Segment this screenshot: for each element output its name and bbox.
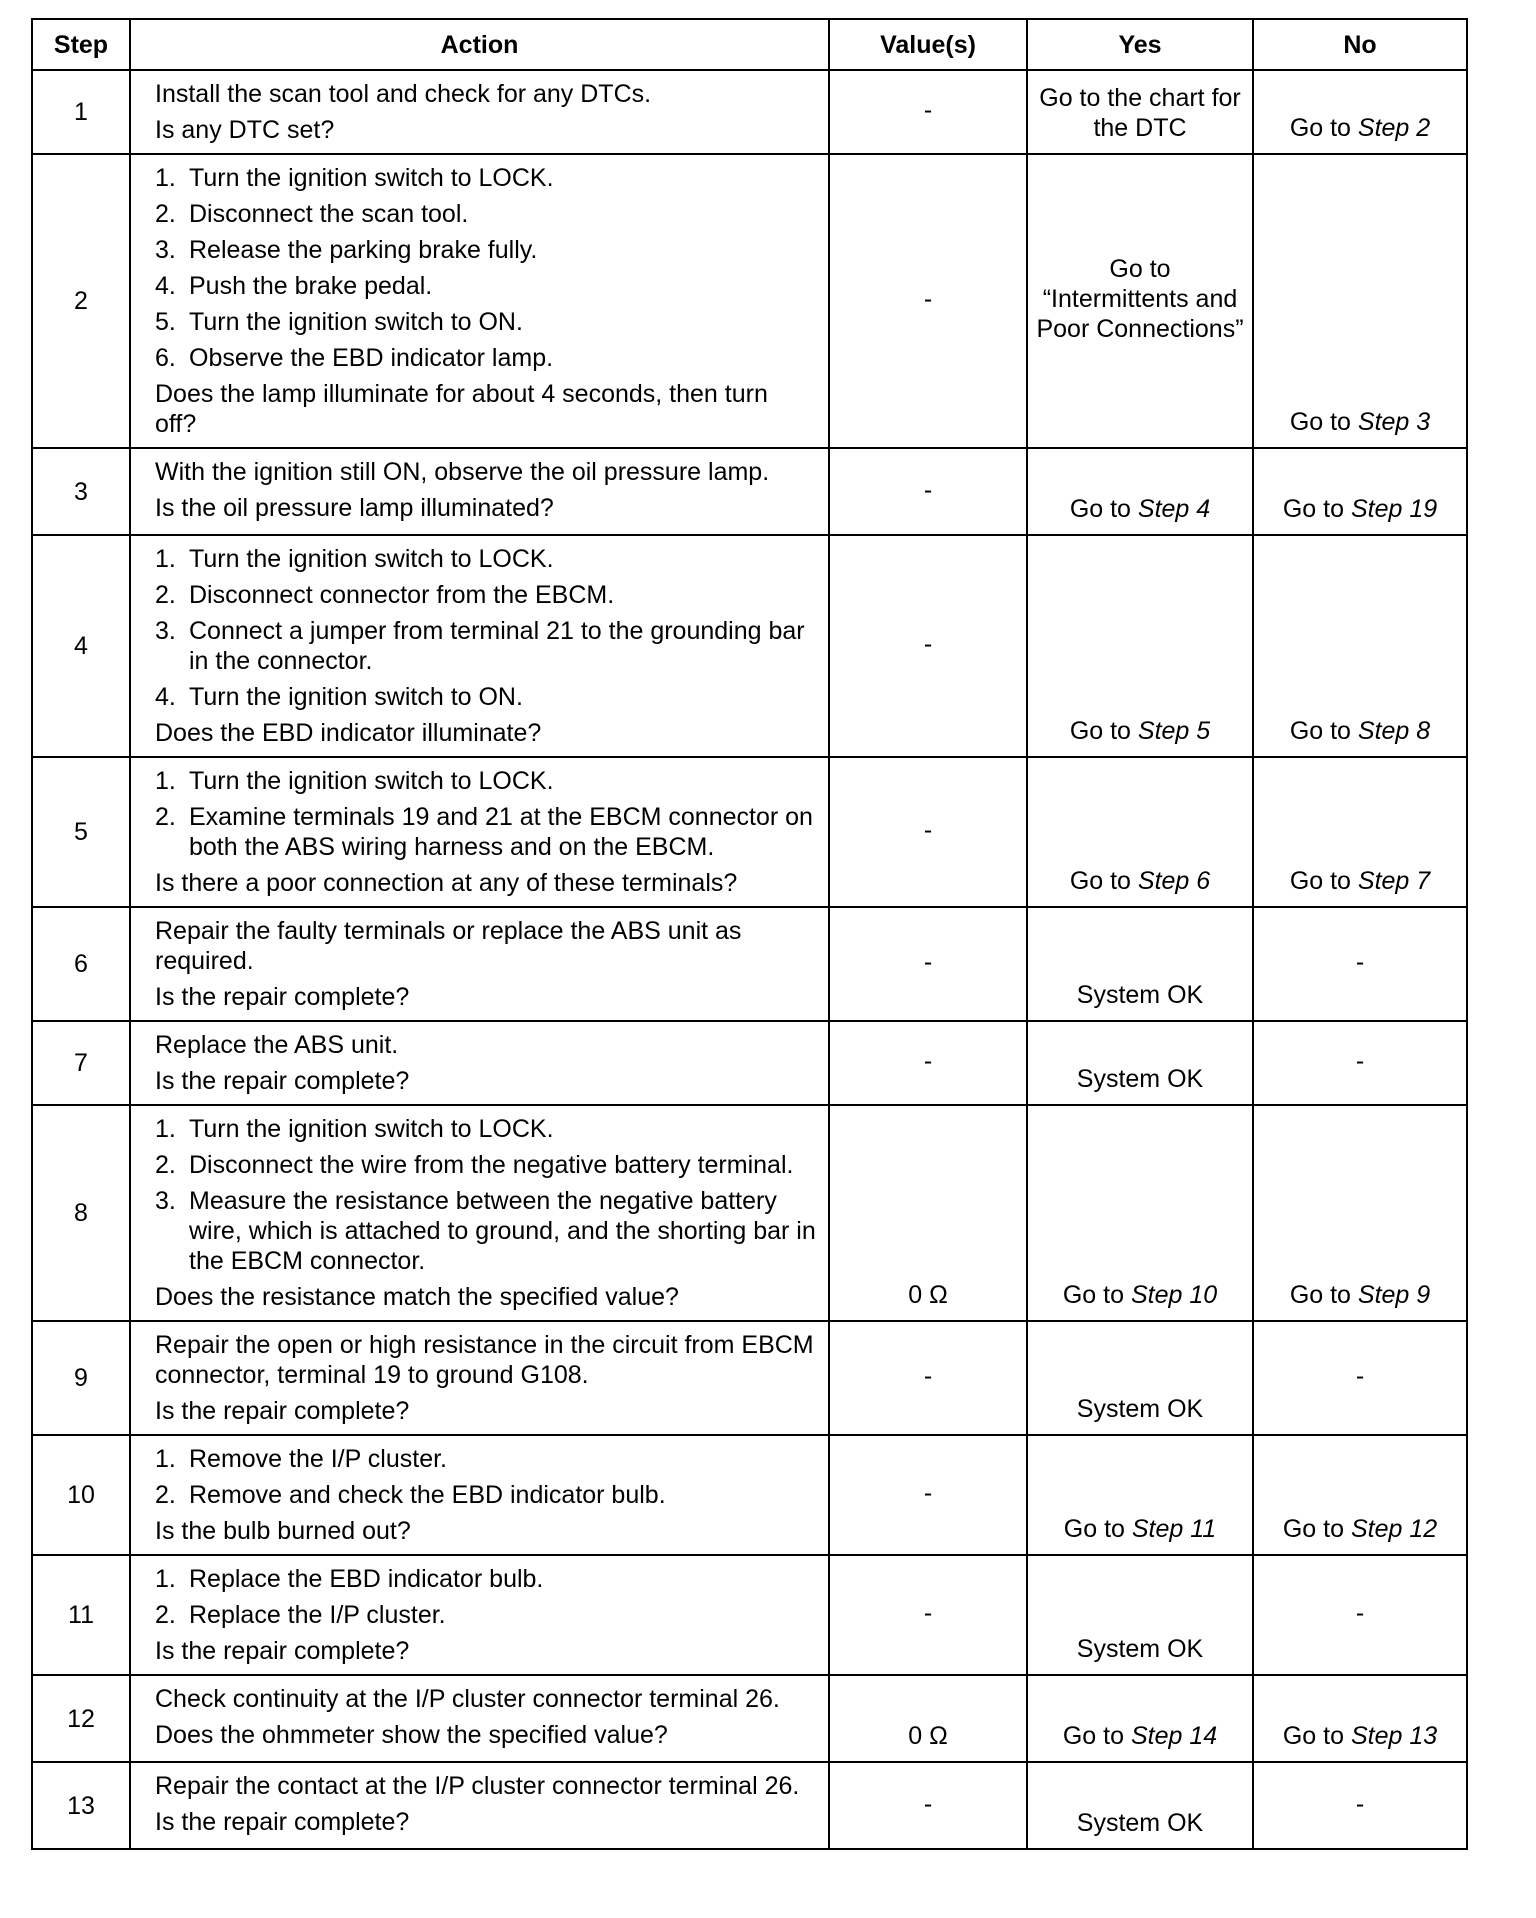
no-outcome-text: Go to (1289, 717, 1358, 745)
table-row (32, 154, 1467, 448)
step-number: 5 (32, 757, 130, 907)
action-cell (130, 1435, 829, 1555)
list-item-number: 2. (155, 1601, 176, 1629)
step-number: 10 (32, 1435, 130, 1555)
no-outcome-text: Go to (1289, 867, 1358, 895)
header-action: Action (130, 19, 829, 70)
step-number: 6 (32, 907, 130, 1021)
step-number: 1 (32, 70, 130, 154)
list-item-text: Turn the ignition switch to LOCK. (189, 545, 554, 573)
value-cell: - (829, 1762, 1027, 1849)
list-item-text: Turn the ignition switch to LOCK. (189, 1115, 554, 1143)
table-row (32, 1555, 1467, 1675)
list-item-text: Push the brake pedal. (189, 272, 433, 300)
yes-outcome-text: Go to (1063, 1515, 1132, 1543)
action-question: Is the oil pressure lamp illuminated? (155, 494, 554, 522)
yes-cell (1027, 448, 1253, 535)
action-list-item (155, 235, 816, 265)
no-cell (1253, 70, 1467, 154)
list-item-text: Remove and check the EBD indicator bulb. (189, 1481, 666, 1509)
table-row (32, 448, 1467, 535)
yes-step-reference: Step 6 (1137, 867, 1211, 895)
table-row (32, 70, 1467, 154)
header-yes: Yes (1027, 19, 1253, 70)
no-outcome-text: Go to (1289, 114, 1358, 142)
step-number: 8 (32, 1105, 130, 1321)
action-list-item (155, 199, 816, 229)
action-cell (130, 1675, 829, 1762)
action-cell (130, 907, 829, 1021)
action-cell (130, 154, 829, 448)
list-item-number: 4. (155, 683, 176, 711)
list-item-number: 3. (155, 236, 176, 264)
table-row (32, 1762, 1467, 1849)
table-row (32, 1105, 1467, 1321)
yes-step-reference: Step 5 (1137, 717, 1211, 745)
action-intro: Repair the contact at the I/P cluster connector terminal 26. (155, 1772, 800, 1800)
yes-outcome-text: Go to “Intermittents and Poor Connections” (1036, 255, 1244, 343)
action-list-item (155, 163, 816, 193)
action-question: Is any DTC set? (155, 116, 335, 144)
yes-outcome-text: Go to (1069, 495, 1138, 523)
action-list-item (155, 802, 816, 862)
value-cell: - (829, 1321, 1027, 1435)
action-question: Is the repair complete? (155, 1808, 410, 1836)
action-list-item (155, 616, 816, 676)
no-cell (1253, 757, 1467, 907)
table-row (32, 1021, 1467, 1105)
no-cell (1253, 1555, 1467, 1675)
value-cell: - (829, 1435, 1027, 1555)
no-outcome-text: Go to (1282, 495, 1351, 523)
list-item-text: Replace the I/P cluster. (189, 1601, 446, 1629)
yes-outcome-text: System OK (1076, 1635, 1204, 1663)
list-item-text: Disconnect the scan tool. (189, 200, 469, 228)
list-item-number: 1. (155, 1445, 176, 1473)
yes-cell (1027, 1105, 1253, 1321)
list-item-number: 2. (155, 803, 176, 831)
table-row (32, 1675, 1467, 1762)
action-cell (130, 535, 829, 757)
table-row (32, 535, 1467, 757)
action-cell (130, 70, 829, 154)
list-item-text: Replace the EBD indicator bulb. (189, 1565, 544, 1593)
action-cell (130, 757, 829, 907)
action-list-item (155, 766, 816, 796)
action-list-item (155, 307, 816, 337)
action-intro: Repair the open or high resistance in the circuit from EBCM connector, terminal 19 to ground G108. (155, 1331, 814, 1389)
table-row (32, 1435, 1467, 1555)
yes-step-reference: Step 14 (1130, 1722, 1218, 1750)
no-cell (1253, 1321, 1467, 1435)
list-item-number: 1. (155, 1115, 176, 1143)
action-intro: Repair the faulty terminals or replace the ABS unit as required. (155, 917, 742, 975)
action-cell (130, 1105, 829, 1321)
yes-outcome-text: Go to (1062, 1281, 1131, 1309)
list-item-number: 2. (155, 581, 176, 609)
table-row (32, 757, 1467, 907)
value-cell: 0 Ω (829, 1675, 1027, 1762)
no-step-reference: Step 3 (1357, 408, 1431, 436)
list-item-number: 2. (155, 200, 176, 228)
action-question: Does the lamp illuminate for about 4 seconds, then turn off? (155, 380, 768, 438)
value-cell: 0 Ω (829, 1105, 1027, 1321)
value-cell: - (829, 154, 1027, 448)
no-cell (1253, 154, 1467, 448)
list-item-number: 1. (155, 545, 176, 573)
list-item-text: Disconnect the wire from the negative battery terminal. (189, 1151, 794, 1179)
list-item-text: Release the parking brake fully. (189, 236, 538, 264)
no-cell (1253, 907, 1467, 1021)
action-list-item (155, 1114, 816, 1144)
no-step-reference: Step 12 (1350, 1515, 1438, 1543)
diagnostic-table (31, 18, 1468, 1850)
list-item-text: Remove the I/P cluster. (189, 1445, 447, 1473)
list-item-number: 4. (155, 272, 176, 300)
no-outcome-text: Go to (1282, 1722, 1351, 1750)
action-question: Is the repair complete? (155, 983, 410, 1011)
yes-cell (1027, 1435, 1253, 1555)
action-cell (130, 1762, 829, 1849)
table-row (32, 907, 1467, 1021)
header-no: No (1253, 19, 1467, 70)
action-question: Is the repair complete? (155, 1637, 410, 1665)
action-list-item (155, 580, 816, 610)
list-item-number: 3. (155, 617, 176, 645)
yes-cell (1027, 70, 1253, 154)
yes-cell (1027, 1555, 1253, 1675)
no-cell (1253, 1675, 1467, 1762)
no-step-reference: Step 9 (1357, 1281, 1431, 1309)
header-row (32, 19, 1467, 70)
action-question: Does the EBD indicator illuminate? (155, 719, 542, 747)
step-number: 11 (32, 1555, 130, 1675)
header-values: Value(s) (829, 19, 1027, 70)
no-cell (1253, 1021, 1467, 1105)
yes-outcome-text: System OK (1076, 1395, 1204, 1423)
list-item-text: Examine terminals 19 and 21 at the EBCM connector on both the ABS wiring harness and on the EBCM. (189, 803, 813, 861)
yes-cell (1027, 907, 1253, 1021)
no-outcome-text: - (1355, 948, 1365, 976)
step-number: 9 (32, 1321, 130, 1435)
no-step-reference: Step 2 (1357, 114, 1431, 142)
action-question: Does the ohmmeter show the specified value? (155, 1721, 668, 1749)
yes-outcome-text: Go to (1069, 867, 1138, 895)
no-outcome-text: - (1355, 1789, 1365, 1818)
yes-outcome-text: System OK (1076, 1065, 1204, 1093)
yes-cell (1027, 535, 1253, 757)
table-row (32, 1321, 1467, 1435)
list-item-text: Observe the EBD indicator lamp. (189, 344, 554, 372)
action-list-item (155, 1564, 816, 1594)
action-list-item (155, 544, 816, 574)
action-list-item (155, 1150, 816, 1180)
no-outcome-text: - (1355, 1047, 1365, 1075)
list-item-number: 1. (155, 1565, 176, 1593)
no-cell (1253, 1435, 1467, 1555)
action-question: Is the repair complete? (155, 1397, 410, 1425)
no-cell (1253, 535, 1467, 757)
yes-step-reference: Step 11 (1131, 1515, 1217, 1543)
step-number: 2 (32, 154, 130, 448)
no-outcome-text: - (1355, 1362, 1365, 1390)
step-number: 4 (32, 535, 130, 757)
no-cell (1253, 1105, 1467, 1321)
list-item-number: 1. (155, 164, 176, 192)
value-cell: - (829, 907, 1027, 1021)
action-cell (130, 1555, 829, 1675)
action-intro: With the ignition still ON, observe the oil pressure lamp. (155, 458, 770, 486)
action-intro: Replace the ABS unit. (155, 1031, 399, 1059)
step-number: 12 (32, 1675, 130, 1762)
no-outcome-text: Go to (1289, 408, 1358, 436)
action-question: Is the repair complete? (155, 1067, 410, 1095)
action-list-item (155, 1480, 816, 1510)
action-question: Does the resistance match the specified value? (155, 1283, 679, 1311)
yes-cell (1027, 154, 1253, 448)
no-step-reference: Step 19 (1350, 495, 1438, 523)
action-list-item (155, 343, 816, 373)
yes-cell (1027, 1321, 1253, 1435)
no-cell (1253, 1762, 1467, 1849)
no-cell (1253, 448, 1467, 535)
action-list-item (155, 682, 816, 712)
value-cell: - (829, 448, 1027, 535)
no-outcome-text: Go to (1282, 1515, 1351, 1543)
action-cell (130, 1321, 829, 1435)
step-number: 13 (32, 1762, 130, 1849)
no-step-reference: Step 7 (1357, 867, 1431, 895)
action-list-item (155, 1600, 816, 1630)
list-item-text: Turn the ignition switch to LOCK. (189, 164, 554, 192)
action-list-item (155, 1186, 816, 1276)
value-cell: - (829, 757, 1027, 907)
yes-outcome-text: Go to (1069, 717, 1138, 745)
list-item-text: Connect a jumper from terminal 21 to the grounding bar in the connector. (189, 617, 805, 675)
yes-cell (1027, 1021, 1253, 1105)
no-step-reference: Step 13 (1350, 1722, 1438, 1750)
action-cell (130, 448, 829, 535)
value-cell: - (829, 1555, 1027, 1675)
yes-outcome-text: Go to the chart for the DTC (1039, 84, 1241, 142)
list-item-text: Turn the ignition switch to ON. (189, 308, 523, 336)
step-number: 7 (32, 1021, 130, 1105)
list-item-number: 6. (155, 344, 176, 372)
action-intro: Check continuity at the I/P cluster connector terminal 26. (155, 1685, 780, 1713)
list-item-text: Disconnect connector from the EBCM. (189, 581, 615, 609)
yes-outcome-text: System OK (1076, 1809, 1204, 1837)
list-item-number: 1. (155, 767, 176, 795)
action-intro: Install the scan tool and check for any DTCs. (155, 80, 652, 108)
action-question: Is the bulb burned out? (155, 1517, 411, 1545)
header-step: Step (32, 19, 130, 70)
list-item-number: 2. (155, 1481, 176, 1509)
list-item-text: Turn the ignition switch to ON. (189, 683, 523, 711)
yes-outcome-text: System OK (1076, 981, 1204, 1009)
value-cell: - (829, 70, 1027, 154)
action-list-item (155, 1444, 816, 1474)
yes-cell (1027, 757, 1253, 907)
action-list-item (155, 271, 816, 301)
yes-cell (1027, 1675, 1253, 1762)
yes-step-reference: Step 10 (1130, 1281, 1218, 1309)
step-number: 3 (32, 448, 130, 535)
value-cell: - (829, 1021, 1027, 1105)
action-cell (130, 1021, 829, 1105)
list-item-text: Measure the resistance between the negative battery wire, which is attached to ground, and the shorting bar in the EBCM connector. (189, 1187, 816, 1275)
list-item-number: 3. (155, 1187, 176, 1215)
value-cell: - (829, 535, 1027, 757)
yes-step-reference: Step 4 (1137, 495, 1211, 523)
list-item-text: Turn the ignition switch to LOCK. (189, 767, 554, 795)
no-outcome-text: Go to (1289, 1281, 1358, 1309)
list-item-number: 2. (155, 1151, 176, 1179)
action-question: Is there a poor connection at any of these terminals? (155, 869, 738, 897)
yes-cell (1027, 1762, 1253, 1849)
no-outcome-text: - (1355, 1599, 1365, 1627)
no-step-reference: Step 8 (1357, 717, 1431, 745)
list-item-number: 5. (155, 308, 176, 336)
yes-outcome-text: Go to (1062, 1722, 1131, 1750)
